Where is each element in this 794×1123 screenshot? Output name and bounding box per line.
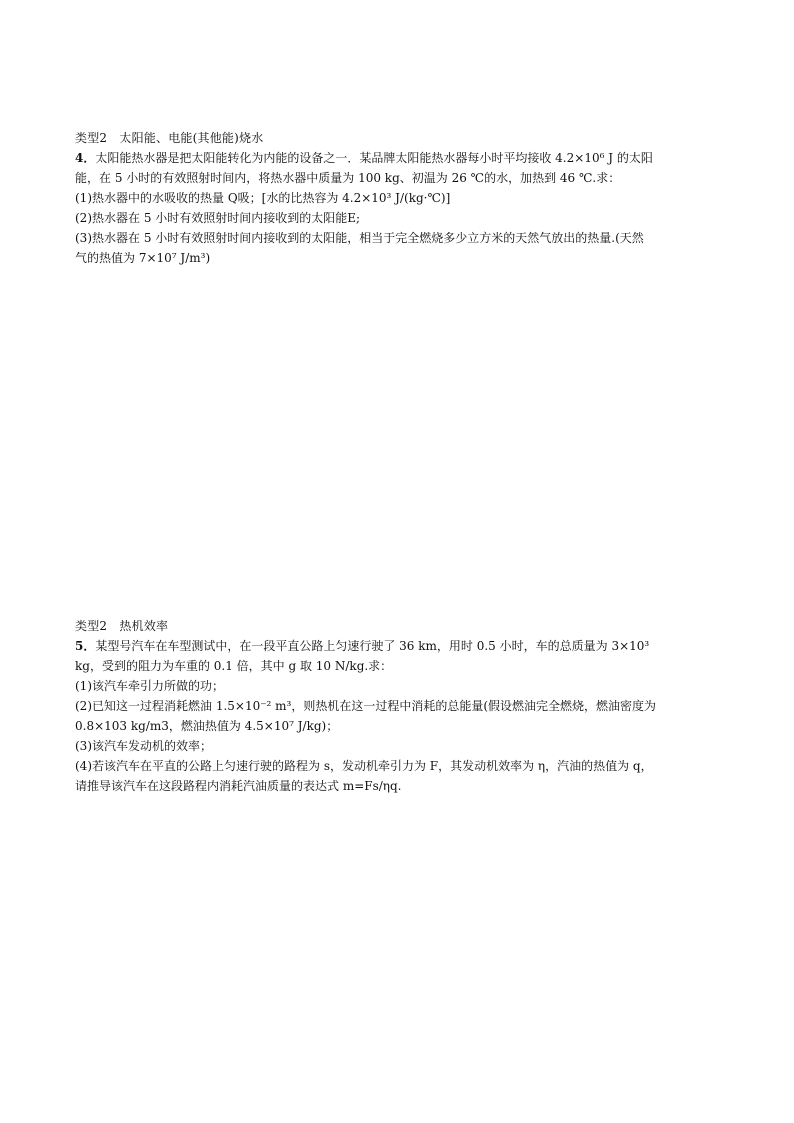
problem-5-stem-line-2: kg，受到的阻力为车重的 0.1 倍，其中 g 取 10 N/kg.求：: [75, 659, 393, 673]
problem-5-question-4-line-2: 请推导该汽车在这段路程内消耗汽油质量的表达式 m=Fs/ηq.: [75, 779, 402, 793]
problem-5-question-2-line-1: (2)已知这一过程消耗燃油 1.5×10⁻² m³，则热机在这一过程中消耗的总能量(假设燃油完全燃烧，燃油密度为: [75, 699, 657, 713]
problem-4-question-3-line-2: 气的热值为 7×10⁷ J/m³): [75, 251, 211, 265]
problem-4-question-2: (2)热水器在 5 小时有效照射时间内接收到的太阳能E;: [75, 211, 361, 225]
problem-5-section: [75, 616, 747, 796]
problem-5-question-3: (3)该汽车发动机的效率；: [75, 739, 212, 753]
problem-4-stem-text-1: 太阳能热水器是把太阳能转化为内能的设备之一．某品牌太阳能热水器每小时平均接收 4.2×10⁶ J 的太阳: [95, 151, 653, 165]
problem-5-question-4-line-1: (4)若该汽车在平直的公路上匀速行驶的路程为 s，发动机牵引力为 F，其发动机效率为 η，汽油的热值为 q，: [75, 759, 653, 773]
problem-number-4: 4．: [75, 151, 96, 165]
problem-4-question-1: (1)热水器中的水吸收的热量 Q吸；[水的比热容为 4.2×10³ J/(kg·℃)]: [75, 191, 451, 205]
problem-5-question-1: (1)该汽车牵引力所做的功；: [75, 679, 224, 693]
section-heading-engine-efficiency: 类型2 热机效率: [75, 619, 169, 633]
problem-4-question-3-line-1: (3)热水器在 5 小时有效照射时间内接收到的太阳能，相当于完全燃烧多少立方米的天然气放出的热量.(天然: [75, 231, 644, 245]
problem-5-question-2-line-2: 0.8×103 kg/m3，燃油热值为 4.5×10⁷ J/kg)；: [75, 719, 339, 733]
problem-5-stem-text-1: 某型号汽车在车型测试中，在一段平直公路上匀速行驶了 36 km，用时 0.5 小时，车的总质量为 3×10³: [95, 639, 650, 653]
problem-5-stem-line-1: [75, 636, 747, 656]
problem-4-stem-line-2: 能，在 5 小时的有效照射时间内，将热水器中质量为 100 kg、初温为 26 ℃的水，加热到 46 ℃.求：: [75, 171, 621, 185]
section-heading-solar: 类型2 太阳能、电能(其他能)烧水: [75, 131, 264, 145]
problem-4-section: [75, 128, 747, 268]
problem-4-stem-line-1: [75, 148, 747, 168]
problem-number-5: 5．: [75, 639, 96, 653]
